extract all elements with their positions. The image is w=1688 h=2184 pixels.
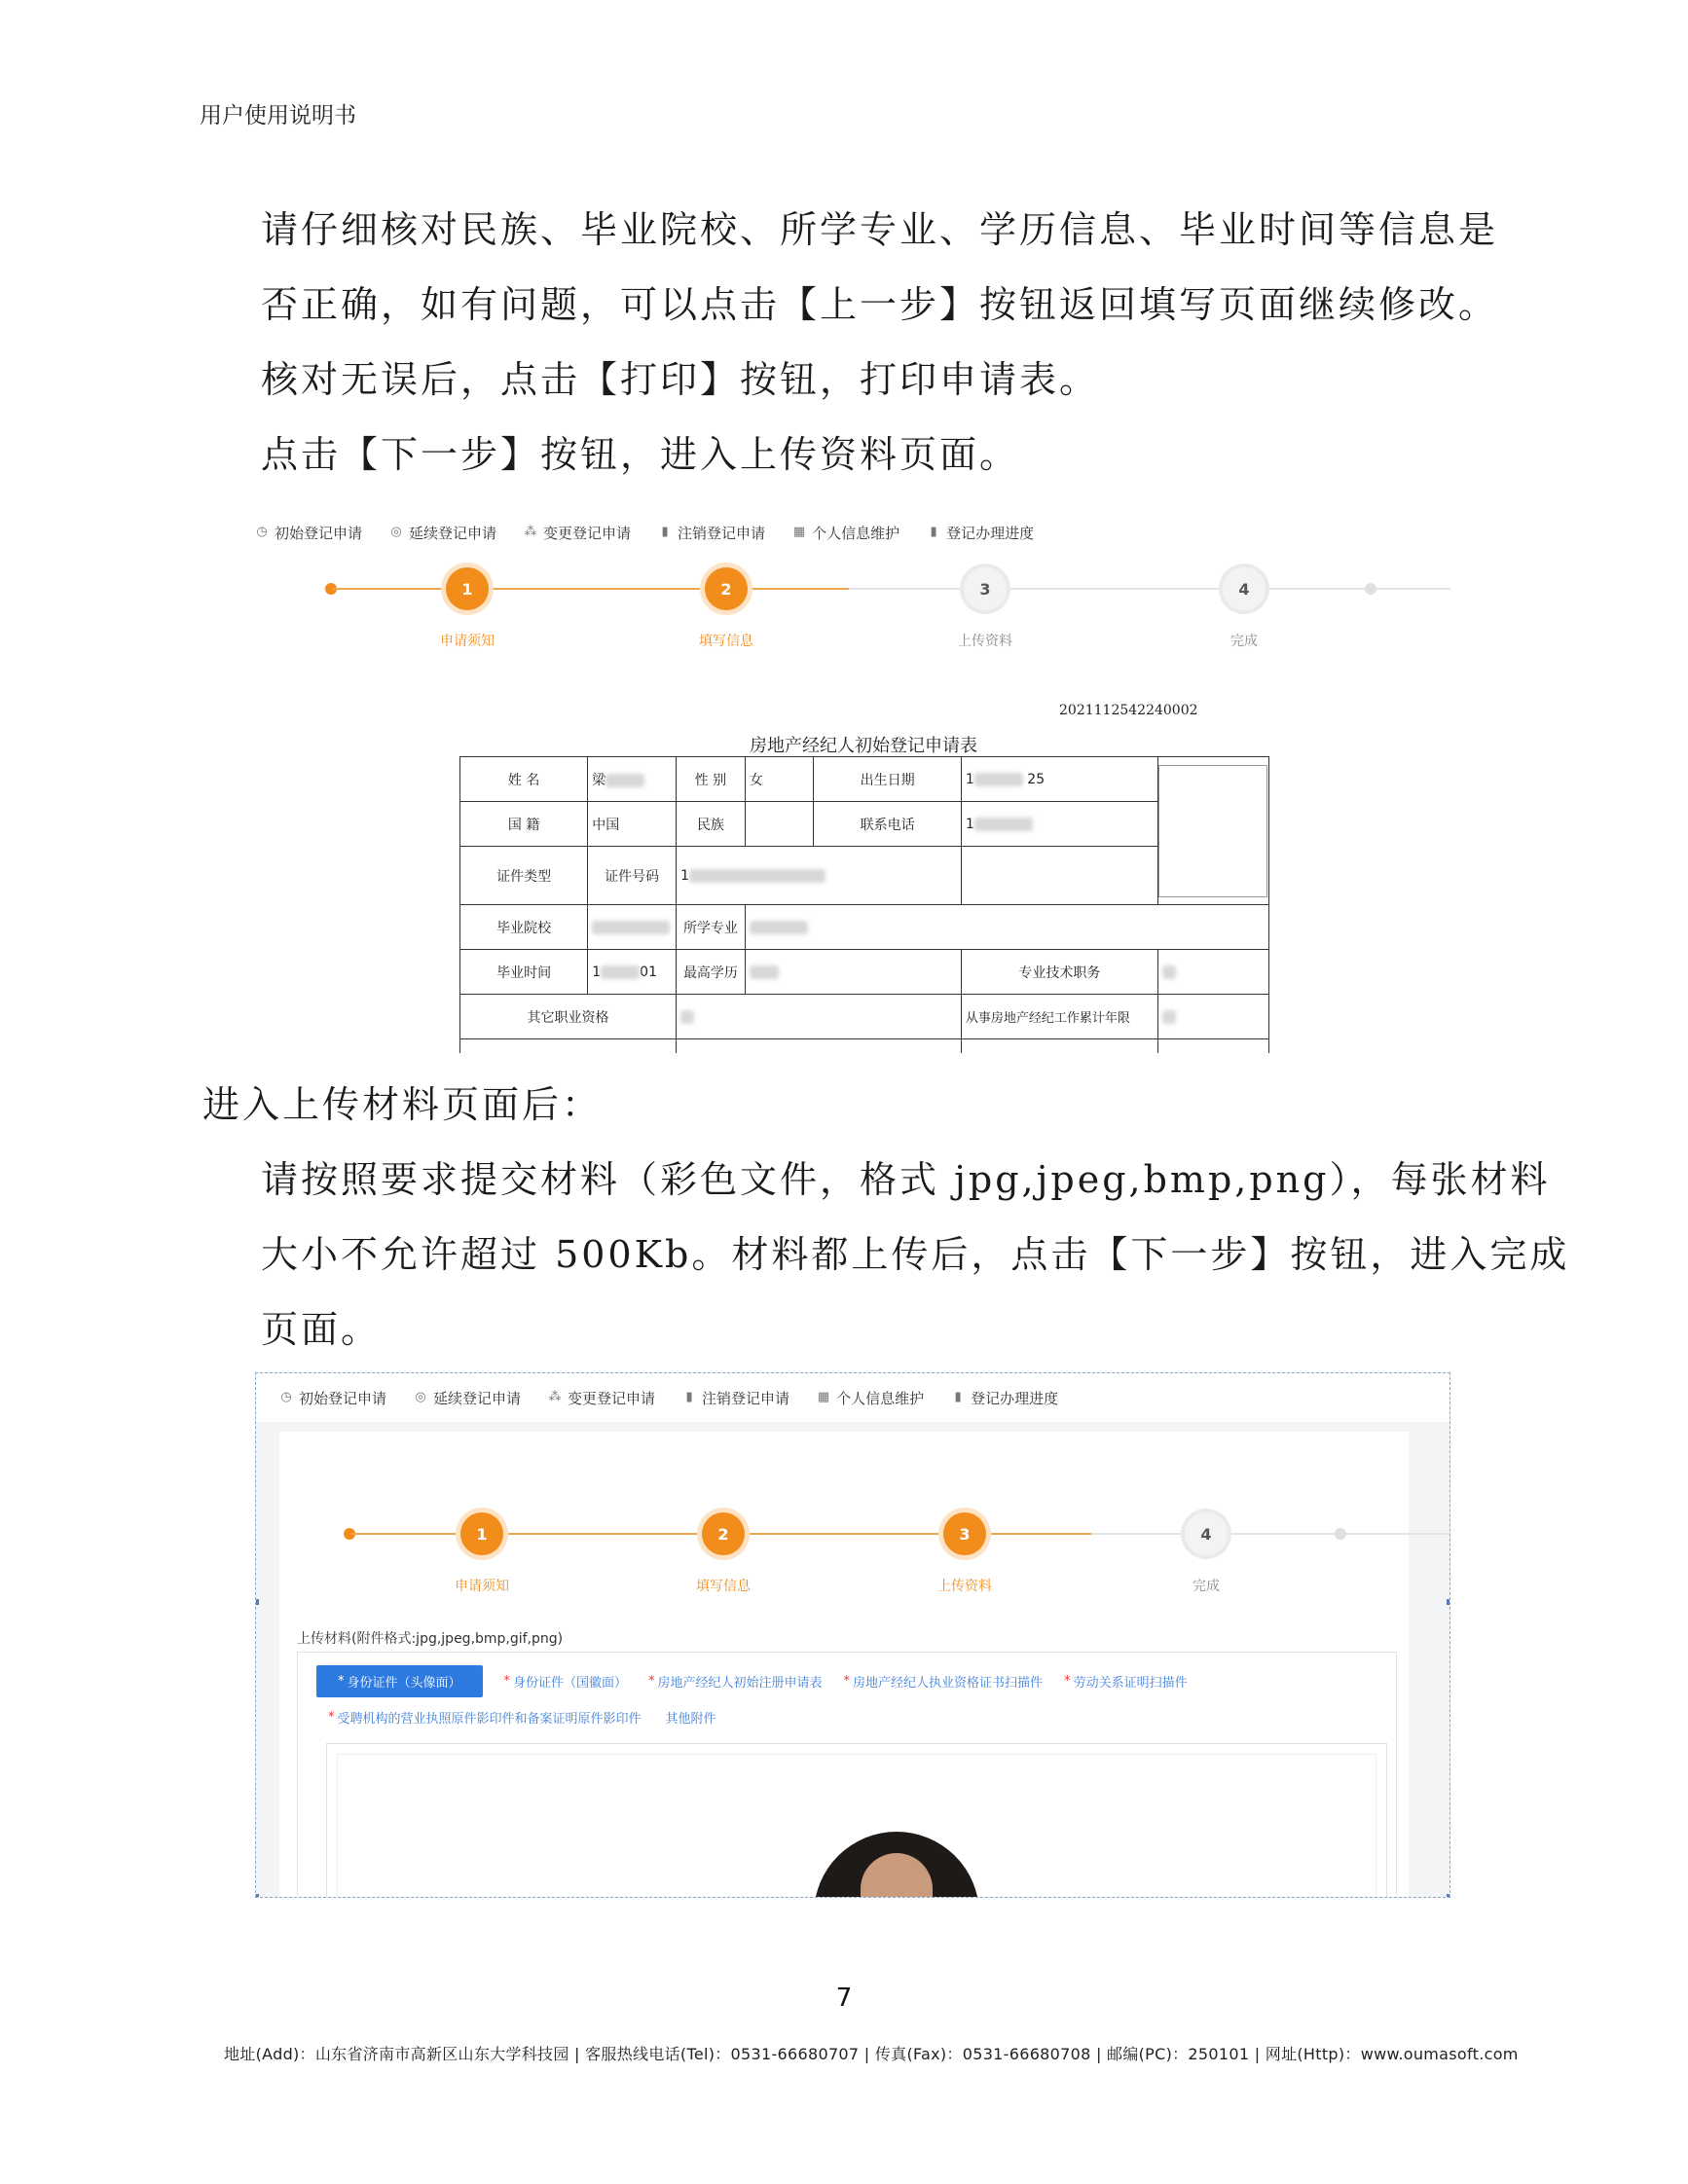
- redacted-text: [750, 965, 779, 979]
- redacted-text: [592, 921, 670, 934]
- image-preview-box: [326, 1743, 1387, 1898]
- required-mark: *: [328, 1710, 335, 1725]
- step-line-done: [333, 588, 849, 590]
- label-name: 姓 名: [460, 757, 588, 802]
- step-circle-2: 2: [705, 567, 748, 610]
- redacted-text: [1162, 1010, 1176, 1024]
- nav-item-change[interactable]: [548, 1388, 655, 1408]
- target-icon: ◎: [390, 525, 402, 539]
- photo-cell: [1157, 757, 1268, 905]
- grid-icon: ▦: [817, 1390, 830, 1404]
- redacted-text: [601, 965, 640, 979]
- top-nav: [256, 1373, 1449, 1422]
- step-label-2: 填写信息: [699, 634, 753, 649]
- value-gender: 女: [745, 757, 814, 802]
- nav-item-label: 变更登记申请: [568, 1389, 656, 1407]
- label-major: 所学专业: [677, 905, 746, 950]
- required-mark: *: [1064, 1674, 1071, 1689]
- nav-item-label: 注销登记申请: [678, 524, 766, 542]
- nav-item-renewal[interactable]: [414, 1388, 521, 1408]
- tab-label: 身份证件（头像面）: [347, 1676, 461, 1691]
- tab-id-front[interactable]: [316, 1665, 483, 1697]
- value-major: [745, 905, 1268, 950]
- redacted-text: [680, 1010, 694, 1024]
- clock-icon: ◷: [280, 1390, 292, 1404]
- value-work-years: [1157, 995, 1268, 1039]
- nav-item-label: 个人信息维护: [812, 524, 900, 542]
- nav-item-initial[interactable]: [255, 523, 362, 543]
- screenshot-upload-page: [255, 1372, 1450, 1898]
- value-school: [588, 905, 677, 950]
- required-mark: *: [503, 1674, 511, 1689]
- value-id-number: [677, 847, 962, 905]
- label-birth: 出生日期: [814, 757, 961, 802]
- tab-label: 身份证件（国徽面）: [513, 1676, 628, 1691]
- value-grad-prefix: 1: [592, 964, 602, 980]
- label-work-years: 从事房地产经纪工作累计年限: [961, 995, 1157, 1039]
- paragraph-line: 核对无误后，点击【打印】按钮，打印申请表。: [261, 358, 1100, 401]
- nav-item-cancel[interactable]: [658, 523, 765, 543]
- nav-item-label: 延续登记申请: [433, 1389, 522, 1407]
- nav-item-cancel[interactable]: [682, 1388, 789, 1408]
- step-label-3: 上传资料: [937, 1579, 992, 1594]
- step-circle-4: 4: [1185, 1512, 1228, 1555]
- resize-handle: [1447, 1894, 1450, 1898]
- value-grad-time: [588, 950, 677, 995]
- label-education: 最高学历: [677, 950, 746, 995]
- tab-qualification-scan[interactable]: [844, 1672, 1044, 1691]
- value-phone-prefix: 1: [965, 816, 974, 832]
- required-mark: *: [843, 1674, 851, 1689]
- value-phone: [961, 802, 1157, 847]
- label-ethnicity: 民族: [677, 802, 746, 847]
- resize-handle: [255, 1894, 259, 1898]
- empty-cell: [961, 847, 1157, 905]
- resize-handle: [255, 1599, 259, 1605]
- target-icon: ◎: [415, 1390, 426, 1404]
- value-name: [588, 757, 677, 802]
- step-progress: [256, 1511, 1449, 1628]
- cropped-row: [677, 1039, 962, 1054]
- nav-item-profile[interactable]: [792, 523, 899, 543]
- paragraph-line: 请按照要求提交材料（彩色文件，格式 jpg,jpeg,bmp,png），每张材料: [261, 1158, 1551, 1201]
- value-birth-prefix: 1: [965, 771, 974, 787]
- tab-application-form[interactable]: [648, 1672, 823, 1691]
- value-nationality: 中国: [588, 802, 677, 847]
- label-other-qual: 其它职业资格: [460, 995, 677, 1039]
- value-id-prefix: 1: [680, 867, 690, 884]
- nav-item-label: 登记办理进度: [946, 524, 1035, 542]
- resize-handle: [1447, 1599, 1450, 1605]
- grid-icon: ▦: [792, 525, 806, 539]
- step-line-todo: [849, 588, 1450, 590]
- redacted-text: [1162, 965, 1176, 979]
- nav-item-renewal[interactable]: [389, 523, 496, 543]
- nav-item-label: 延续登记申请: [409, 524, 497, 542]
- redacted-text: [974, 818, 1033, 831]
- value-ethnicity: [745, 802, 814, 847]
- share-icon: ⁂: [524, 525, 537, 539]
- label-title-position: 专业技术职务: [961, 950, 1157, 995]
- nav-item-label: 初始登记申请: [275, 524, 363, 542]
- value-name-prefix: 梁: [592, 772, 606, 788]
- upload-section-title: 上传材料(附件格式:jpg,jpeg,bmp,gif,png): [297, 1631, 564, 1647]
- nav-item-label: 个人信息维护: [836, 1389, 925, 1407]
- redacted-text: [974, 773, 1023, 786]
- nav-item-progress[interactable]: [927, 523, 1034, 543]
- step-circle-3: 3: [964, 567, 1007, 610]
- tab-label: 其他附件: [665, 1712, 716, 1727]
- screenshot-review-form: [255, 498, 1450, 1053]
- nav-item-profile[interactable]: [817, 1388, 924, 1408]
- value-grad-suffix: 01: [640, 964, 657, 980]
- nav-item-change[interactable]: [524, 523, 631, 543]
- book-icon: ▮: [954, 1390, 962, 1404]
- redacted-text: [750, 921, 808, 934]
- tab-business-license[interactable]: [328, 1708, 642, 1727]
- book-icon: ▮: [685, 1390, 693, 1404]
- value-birth: [961, 757, 1157, 802]
- step-label-1: 申请须知: [455, 1579, 509, 1594]
- cropped-row: [460, 1039, 677, 1054]
- label-nationality: 国 籍: [460, 802, 588, 847]
- label-phone: 联系电话: [814, 802, 961, 847]
- step-label-4: 完成: [1230, 634, 1258, 649]
- step-label-3: 上传资料: [958, 634, 1012, 649]
- step-circle-4: 4: [1223, 567, 1266, 610]
- step-circle-1: 1: [460, 1512, 503, 1555]
- form-title: 房地产经纪人初始登记申请表: [750, 736, 977, 756]
- step-circle-3: 3: [943, 1512, 986, 1555]
- tab-label: 房地产经纪人执业资格证书扫描件: [853, 1676, 1044, 1691]
- value-education: [745, 950, 961, 995]
- step-label-1: 申请须知: [440, 634, 495, 649]
- step-line-todo: [1091, 1533, 1450, 1535]
- label-school: 毕业院校: [460, 905, 588, 950]
- tab-other-attachments[interactable]: [663, 1708, 716, 1727]
- tab-label: 房地产经纪人初始注册申请表: [657, 1676, 823, 1691]
- book-icon: ▮: [661, 525, 669, 539]
- page-number: 7: [835, 1984, 853, 2013]
- redacted-text: [605, 774, 644, 787]
- paragraph-line: 页面。: [261, 1308, 382, 1351]
- paragraph-line: 请仔细核对民族、毕业院校、所学专业、学历信息、毕业时间等信息是: [261, 208, 1499, 251]
- tab-label: 劳动关系证明扫描件: [1073, 1676, 1188, 1691]
- nav-item-label: 变更登记申请: [543, 524, 632, 542]
- cropped-row: [961, 1039, 1157, 1054]
- step-end-dot: [1365, 583, 1376, 595]
- step-label-4: 完成: [1193, 1579, 1220, 1594]
- paragraph-line: 否正确，如有问题，可以点击【上一步】按钮返回填写页面继续修改。: [261, 283, 1499, 326]
- application-form-table: [459, 756, 1269, 1053]
- tab-row-2: [328, 1708, 716, 1727]
- photo-placeholder: [1158, 765, 1267, 897]
- required-mark: *: [338, 1674, 345, 1689]
- paragraph-line: 大小不允许超过 500Kb。材料都上传后，点击【下一步】按钮，进入完成: [261, 1233, 1570, 1276]
- nav-item-initial[interactable]: [279, 1388, 386, 1408]
- tab-row-1: [316, 1665, 1188, 1697]
- value-birth-suffix: 25: [1027, 771, 1046, 787]
- nav-item-progress[interactable]: [951, 1388, 1058, 1408]
- nav-item-label: 登记办理进度: [971, 1389, 1059, 1407]
- paragraph-line: 进入上传材料页面后：: [202, 1083, 603, 1126]
- tab-labor-proof[interactable]: [1064, 1672, 1188, 1691]
- value-title-position: [1157, 950, 1268, 995]
- required-mark: *: [648, 1674, 655, 1689]
- paragraph-line: 点击【下一步】按钮，进入上传资料页面。: [261, 433, 1020, 476]
- tab-id-back[interactable]: [504, 1672, 628, 1691]
- step-circle-2: 2: [702, 1512, 745, 1555]
- label-gender: 性 别: [677, 757, 746, 802]
- form-code: 2021112542240002: [1059, 703, 1198, 718]
- cropped-row: [1157, 1039, 1268, 1054]
- document-header-title: 用户使用说明书: [200, 103, 356, 128]
- nav-item-label: 注销登记申请: [702, 1389, 790, 1407]
- redacted-text: [689, 869, 826, 883]
- share-icon: ⁂: [548, 1390, 562, 1404]
- label-id-type: 证件类型: [460, 847, 588, 905]
- top-nav: [255, 508, 1450, 557]
- label-id-number: 证件号码: [588, 847, 677, 905]
- step-label-2: 填写信息: [696, 1579, 751, 1594]
- document-footer: 地址(Add)：山东省济南市高新区山东大学科技园 | 客服热线电话(Tel)：0531-66680707 | 传真(Fax)：0531-66680708 | 邮编(PC)：250101 | 网址(Http)：www.oumasoft.com: [224, 2045, 1519, 2063]
- nav-item-label: 初始登记申请: [299, 1389, 387, 1407]
- value-other-qual: [677, 995, 962, 1039]
- tab-label: 受聘机构的营业执照原件影印件和备案证明原件影印件: [337, 1712, 642, 1727]
- step-circle-1: 1: [446, 567, 489, 610]
- step-end-dot: [1335, 1528, 1346, 1540]
- label-grad-time: 毕业时间: [460, 950, 588, 995]
- book-icon: ▮: [930, 525, 937, 539]
- step-progress: [255, 566, 1450, 683]
- clock-icon: ◷: [256, 525, 268, 539]
